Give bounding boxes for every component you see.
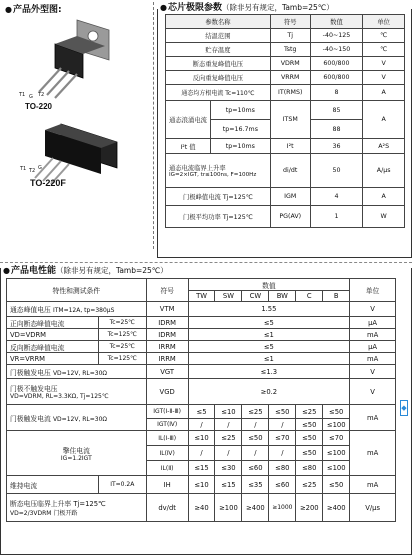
bullet-icon: ● [160, 3, 167, 12]
table-row: IL(Ⅱ) ≤15 ≤30 ≤60 ≤80 ≤80 ≤100 [7, 461, 396, 476]
table-row: 门极峰值电流 Tj=125℃ IGM 4 A [166, 188, 405, 206]
char-header-row [7, 279, 396, 291]
table-row: 通态峰值电压 ITM=12A, tp=380μS VTM 1.55 V [7, 302, 396, 317]
char-header-value: 数值 [188, 279, 350, 291]
to220f-pin-g: G [38, 165, 42, 171]
char-header-symbol: 符号 [146, 279, 188, 302]
table-row: 门极不触发电压 VD=VDRM, RL=3.3KΩ, Tj=125℃ VGD ≥0.2 V [7, 379, 396, 405]
table-row: I²t 值 tp=10ms I²t 36 A²S [166, 139, 405, 154]
table-row: 反向断态峰值电流 Tc=25℃ IRRM ≤5 μA [7, 341, 396, 353]
table-row: IGT(Ⅳ) / / / / ≤50 ≤100 [7, 419, 396, 431]
to220-pin-t1: T1 [19, 92, 26, 98]
section-divider [0, 262, 412, 263]
table-row: 门极触发电压 VD=12V, RL=30Ω VGT ≤1.3 V [7, 365, 396, 379]
to220f-pin-t2: T2 [29, 168, 36, 174]
table-row: 反向重复峰值电压 VRRM 600/800 V [166, 71, 405, 85]
limits-header-symbol: 符号 [270, 15, 310, 29]
table-row: VR=VRRM Tc=125℃ IRRM ≤1 mA [7, 353, 396, 365]
table-row: 断态重复峰值电压 VDRM 600/800 V [166, 57, 405, 71]
scroll-handle-icon[interactable]: ◆ [400, 400, 408, 416]
table-row: 通态浪涌电流 tp=10ms ITSM 85 A [166, 101, 405, 120]
to220-pin-t2: T2 [38, 92, 45, 98]
table-row: 通态电流临界上升率 IG=2×IGT, tr≤100ns, F=100Hz di/dt 50 A/μs [166, 154, 405, 188]
characteristics-table [6, 278, 396, 522]
table-row: 门极平均功率 Tj=125℃ PG(AV) 1 W [166, 206, 405, 228]
table-row: IL(Ⅳ) / / / / ≤50 ≤100 [7, 446, 396, 461]
limits-header-value: 数值 [310, 15, 363, 29]
limits-table [165, 14, 405, 228]
to220f-pin-t1: T1 [20, 166, 27, 172]
limits-heading: ●芯片极限参数（除非另有规定，Tamb=25℃） [160, 3, 334, 13]
char-header-unit: 单位 [350, 279, 396, 302]
table-row: 门极触发电流 VD=12V, RL=30Ω IGT(Ⅰ-Ⅱ-Ⅲ) ≤5 ≤10 ≤25 ≤50 ≤25 ≤50 mA [7, 405, 396, 419]
table-row: 正向断态峰值电流 Tc=25℃ IDRM ≤5 μA [7, 317, 396, 329]
limits-header-param: 参数名称 [166, 15, 271, 29]
to220-drawing [25, 16, 115, 102]
limits-header-unit: 单位 [363, 15, 405, 29]
characteristics-heading: ●产品电性能（除非另有规定，Tamb=25℃） [3, 266, 168, 276]
table-row: 擎住电流 IG=1.2IGT IL(Ⅰ-Ⅲ) ≤10 ≤25 ≤50 ≤70 ≤50 ≤70 mA [7, 431, 396, 446]
char-variant-row: TW SW CW BW C B [7, 291, 396, 302]
to220f-label: TO-220F [30, 178, 66, 188]
bullet-icon: ● [5, 5, 12, 14]
to220-pin-g: G [29, 94, 33, 100]
table-row: 贮存温度 Tstg -40~150 ℃ [166, 43, 405, 57]
char-header-cond: 特性和测试条件 [7, 279, 147, 302]
to220-label: TO-220 [25, 102, 52, 111]
table-row: 断态电压临界上升率 Tj=125℃ VD=2/3VDRM 门极开路 dv/dt ≥40 ≥100 ≥400 ≥1000 ≥200 ≥400 V/μs [7, 494, 396, 522]
table-row: tp=16.7ms 88 [166, 120, 405, 139]
table-row: 维持电流 IT=0.2A IH ≤10 ≤15 ≤35 ≤60 ≤25 ≤50 mA [7, 476, 396, 494]
table-row: 结温范围 Tj -40~125 ℃ [166, 29, 405, 43]
table-row: 通态均方根电流 Tc=110℃ IT(RMS) 8 A [166, 85, 405, 101]
appearance-panel [3, 2, 154, 249]
bullet-icon: ● [3, 266, 10, 275]
limits-header-row [166, 15, 405, 29]
table-row: VD=VDRM Tc=125℃ IDRM ≤1 mA [7, 329, 396, 341]
appearance-heading: ●产品外型图: [5, 5, 62, 15]
